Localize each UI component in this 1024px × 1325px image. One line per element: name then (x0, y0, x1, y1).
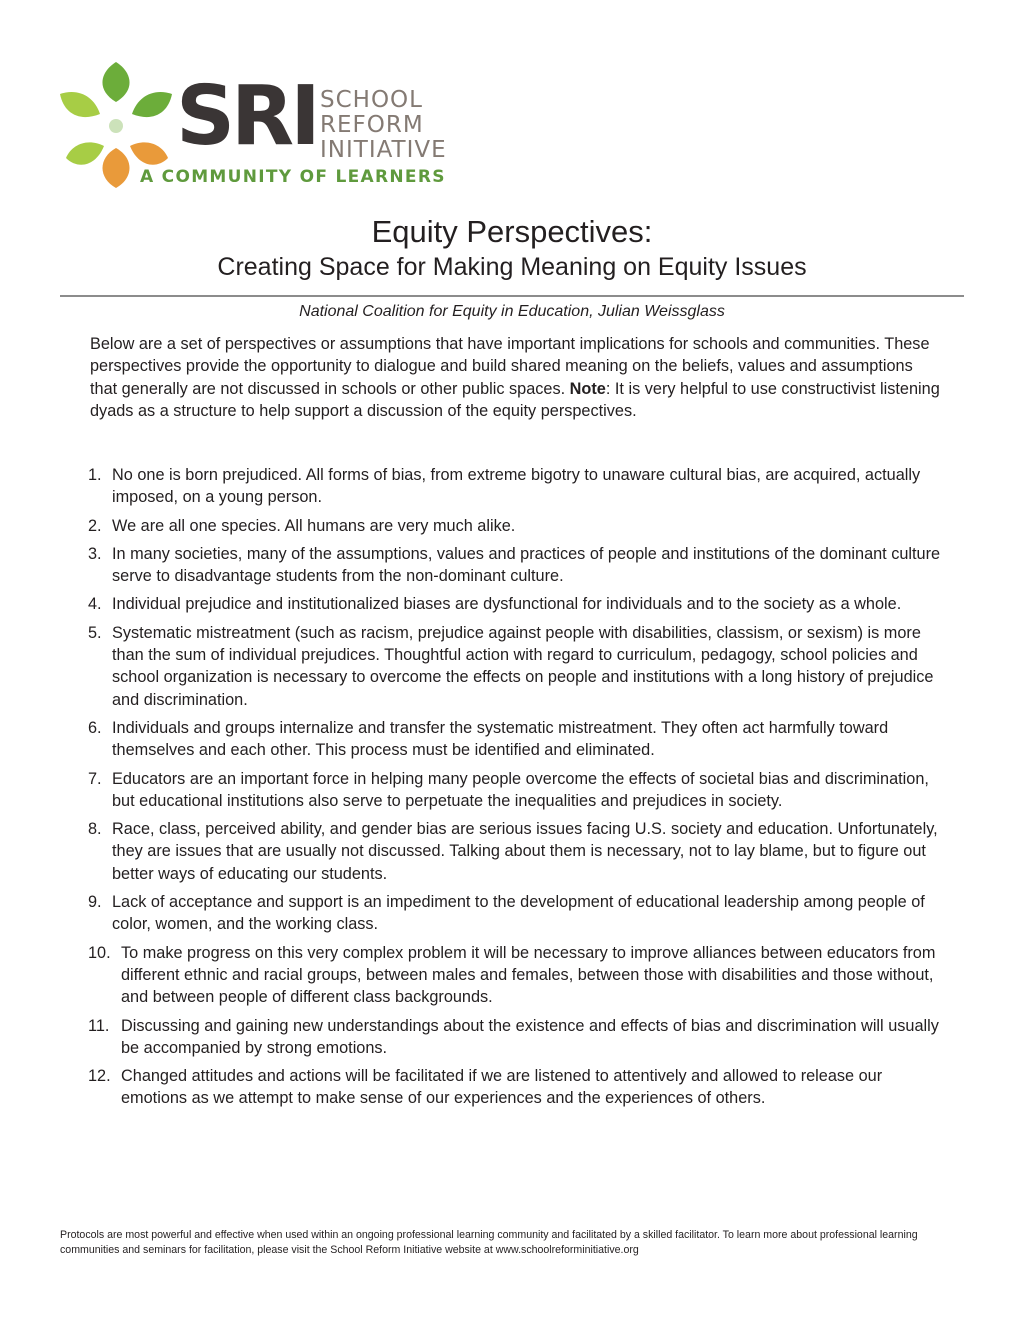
footer-note: Protocols are most powerful and effective when used within an ongoing professional learning community and facilitated by a skilled facilitator. To learn more about professional learning communities and seminars for facilitation, please visit the School Reform Initiative website at www.schoolreforminitiative.org (60, 1229, 918, 1256)
item-text: In many societies, many of the assumptions, values and practices of people and institutions of the dominant culture serve to disadvantage students from the non-dominant culture. (112, 544, 941, 586)
attribution: National Coalition for Equity in Education, Julian Weissglass (299, 303, 725, 320)
item-text: Educators are an important force in helping many people overcome the effects of societal bias and discrimination, but educational institutions also serve to perpetuate the inequalities and prejudices in society. (112, 769, 929, 810)
page-subtitle: Creating Space for Making Meaning on Equity Issues (217, 253, 807, 281)
list-item (88, 942, 944, 1009)
intro-paragraph (90, 333, 940, 422)
item-text: Systematic mistreatment (such as racism, prejudice against people with disabilities, classism, or sexism) is more than the sum of individual prejudices. Thoughtful action with regard to curriculum, pedagogy, school policies and school organization is necessary to overcome the effects on people and institutions with a long history of prejudice and discrimination. (112, 623, 934, 709)
item-text: Individuals and groups internalize and transfer the systematic mistreatment. They often act harmfully toward themselves and each other. This process must be identified and eliminated. (112, 718, 889, 760)
item-text: Individual prejudice and institutionalized biases are dysfunctional for individuals and to the society as a whole. (112, 595, 902, 614)
item-number: 1. (88, 466, 102, 484)
list-item (88, 622, 944, 711)
list-item (88, 515, 944, 537)
list-item (88, 543, 944, 588)
logo-letters: SRI (176, 69, 317, 164)
item-text: We are all one species. All humans are very much alike. (112, 516, 516, 535)
list-item (88, 818, 944, 885)
item-text: Changed attitudes and actions will be facilitated if we are listened to attentively and allowed to release our emotions as we attempt to make sense of our experiences and the experiences of others. (121, 1067, 883, 1108)
list-item (88, 768, 944, 813)
intro-note-label: Note (569, 379, 606, 398)
item-number: 9. (88, 893, 102, 912)
logo-word-reform: REFORM (320, 112, 424, 138)
item-text: Lack of acceptance and support is an impediment to the development of educational leadership among people of color, women, and the working class. (112, 893, 925, 934)
list-item (88, 464, 944, 509)
item-number: 7. (88, 769, 102, 788)
item-number: 12. (88, 1067, 111, 1086)
item-text: To make progress on this very complex problem it will be necessary to improve alliances between educators from different ethnic and racial groups, between males and females, between those with disabilities and those without, and between people of different class backgrounds. (121, 943, 936, 1007)
list-item (88, 717, 944, 762)
logo-word-initiative: INITIATIVE (320, 137, 447, 163)
item-text: No one is born prejudiced. All forms of bias, from extreme bigotry to unaware cultural bias, are acquired, actually imposed, on a young person. (112, 466, 921, 507)
perspectives-list (88, 464, 944, 1116)
item-text: Discussing and gaining new understandings about the existence and effects of bias and discrimination will usually be accompanied by strong emotions. (121, 1016, 939, 1057)
item-number: 4. (88, 595, 102, 614)
list-item (88, 1065, 944, 1110)
item-number: 10. (88, 943, 111, 962)
intro-text: Below are a set of perspectives or assumptions that have important implications for schools and communities. These perspectives provide the opportunity to dialogue and build shared meaning on the beliefs, values and assumptions that generally are not discussed in schools or other public spaces. (90, 335, 930, 398)
item-number: 6. (88, 718, 102, 737)
list-item (88, 891, 944, 936)
list-item (88, 1015, 944, 1060)
item-number: 11. (88, 1016, 110, 1035)
list-item (88, 593, 944, 615)
intro-note-text: : It is very helpful to use constructivist listening dyads as a structure to help support a discussion of the equity perspectives. (90, 379, 940, 420)
logo-words (320, 88, 447, 163)
sri-logo (58, 58, 478, 193)
item-number: 3. (88, 544, 102, 563)
logo-tagline: A COMMUNITY OF LEARNERS (140, 167, 446, 187)
item-text: Race, class, perceived ability, and gender bias are serious issues facing U.S. society and education. Unfortunately, they are issues that are usually not discussed. Talking about them is necessary, not to lay blame, but to figure out better ways of educating our students. (112, 820, 938, 883)
logo-word-school: SCHOOL (320, 87, 423, 113)
item-number: 8. (88, 820, 102, 839)
item-number: 5. (88, 623, 102, 642)
page-title: Equity Perspectives: (371, 214, 653, 249)
item-number: 2. (88, 516, 102, 535)
title-divider (60, 295, 964, 297)
